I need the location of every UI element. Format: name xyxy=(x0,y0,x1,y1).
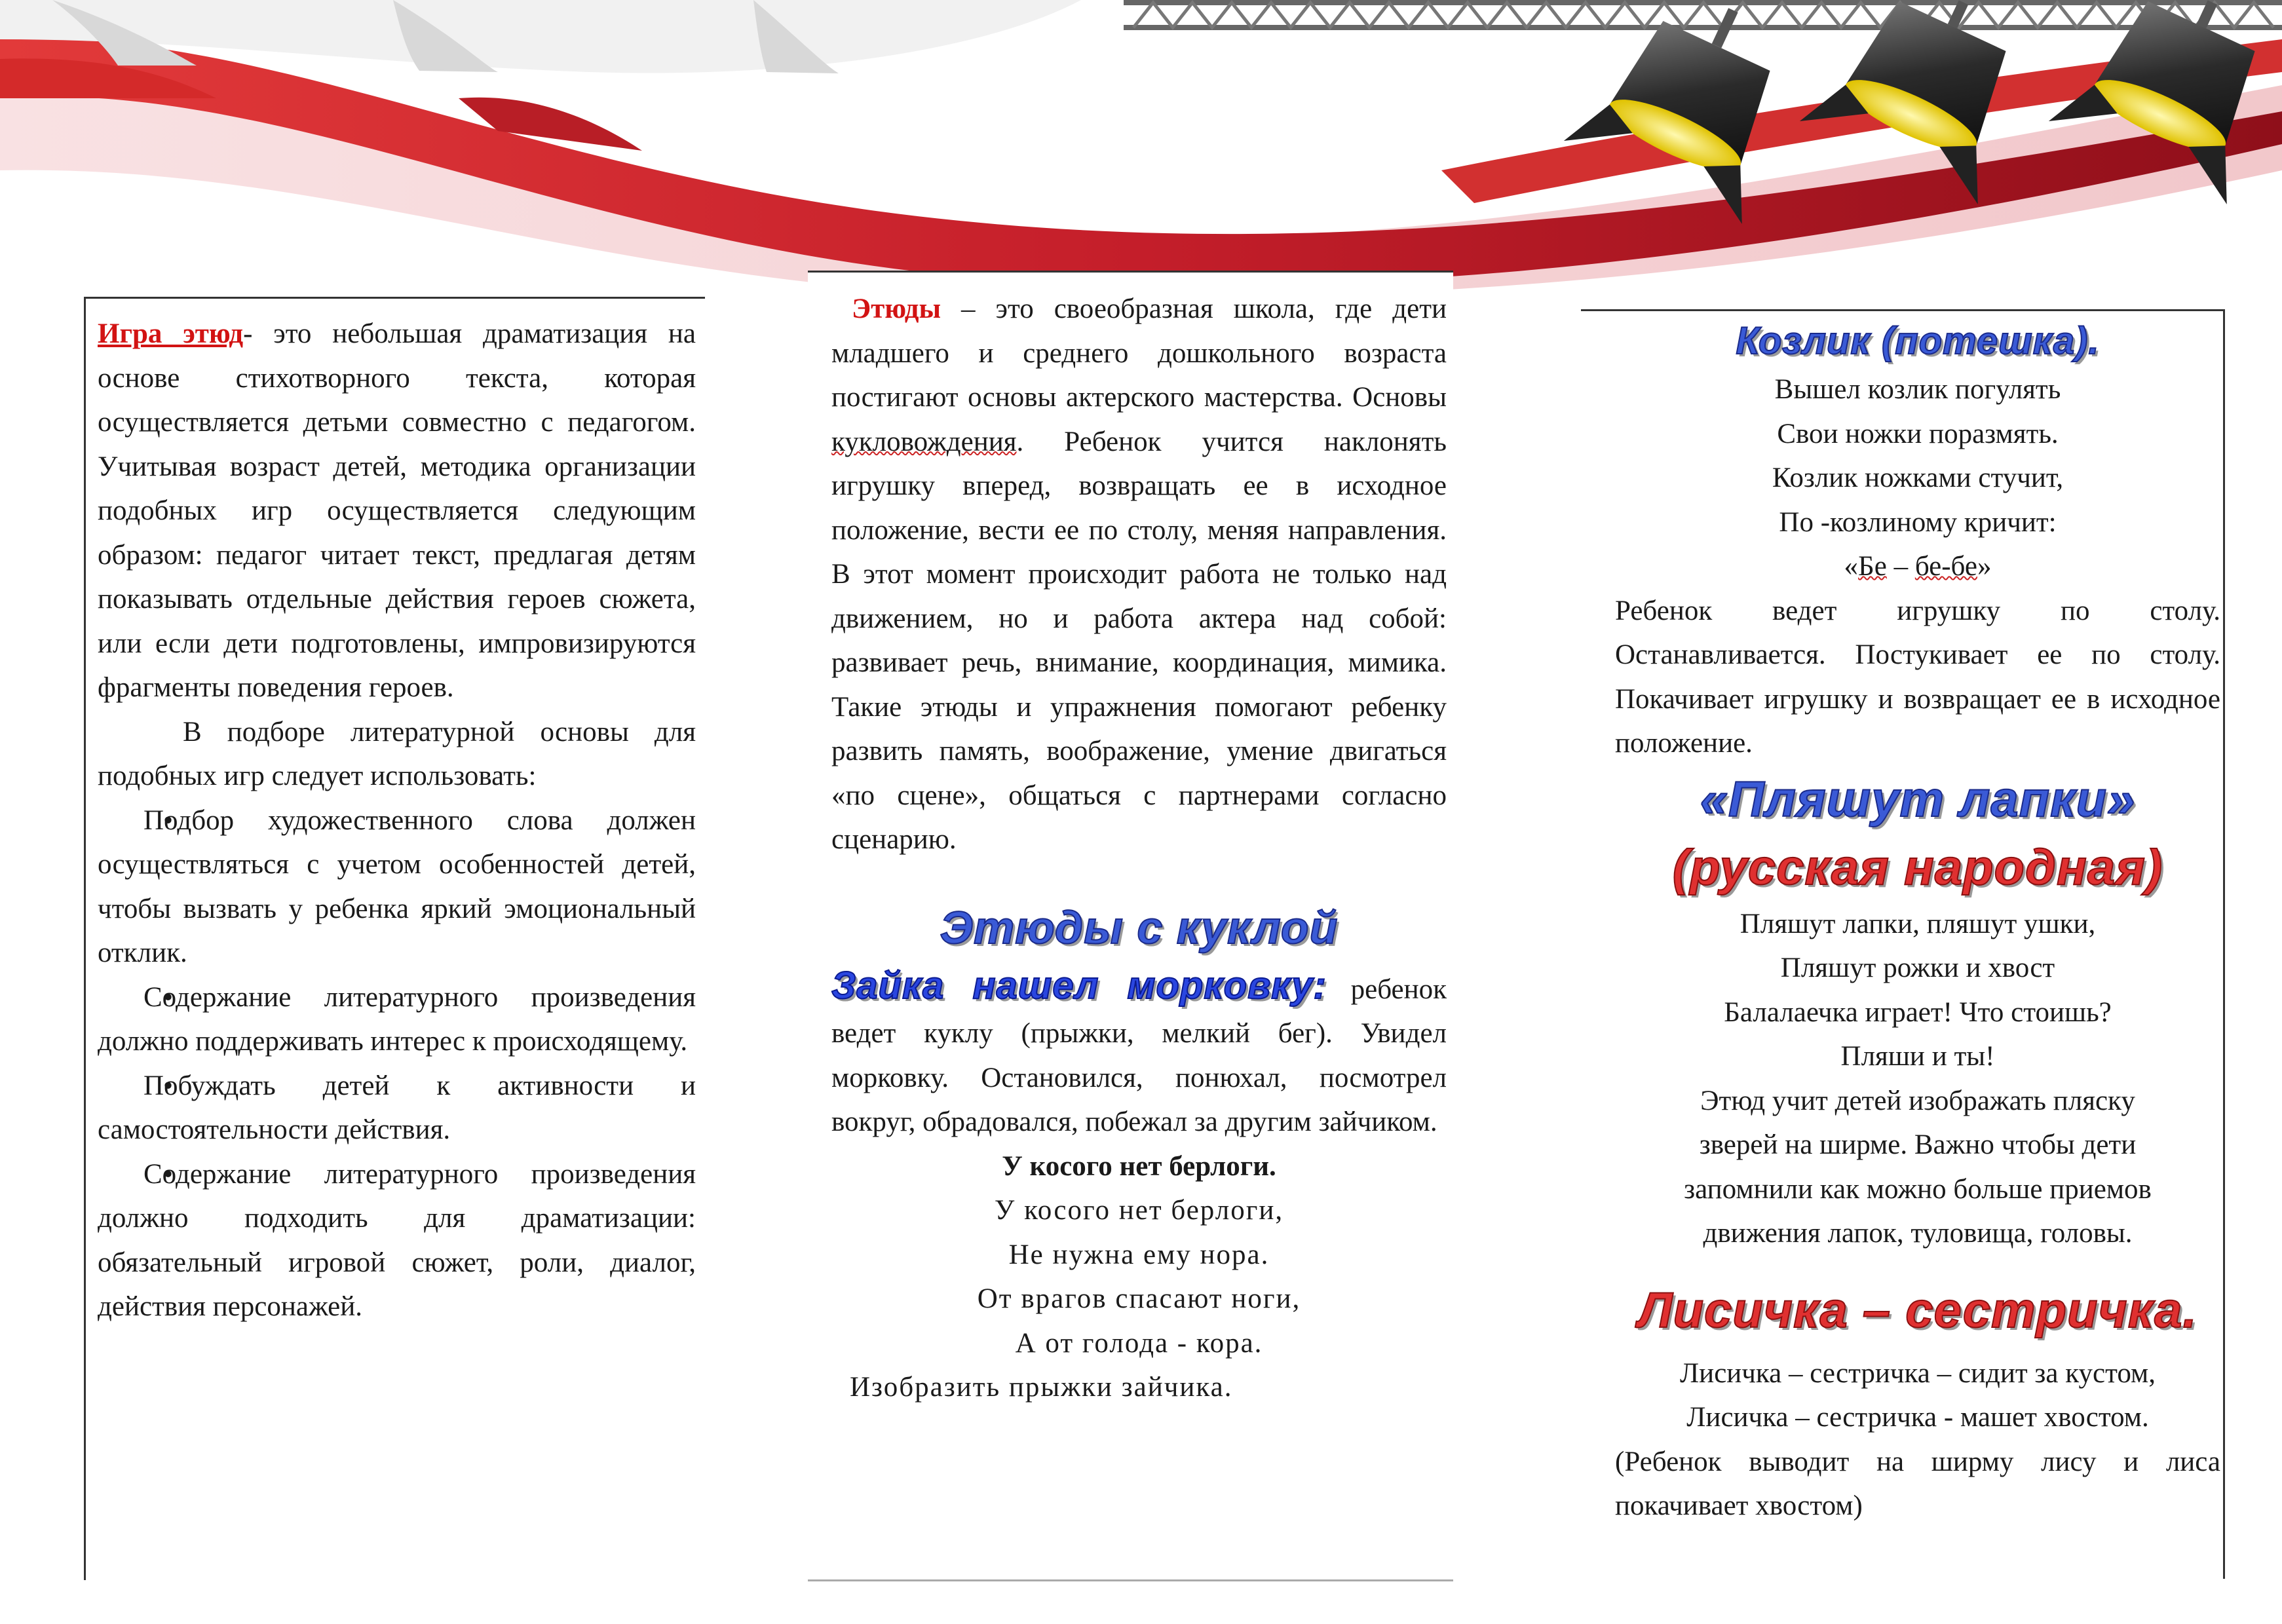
column-right xyxy=(1581,309,2225,1579)
heading-lisichka: Лисичка – сестричка. xyxy=(1638,1282,2197,1338)
etude-note-line: движения лапок, туловища, головы. xyxy=(1703,1218,2133,1249)
poem-line: Свои ножки поразмять. xyxy=(1777,418,2059,449)
intro-paragraph xyxy=(98,312,696,710)
poem-line: Лисичка – сестричка - машет хвостом. xyxy=(1686,1402,2149,1433)
etudes-paragraph: Этюды – это своеобразная школа, где дети младшего и среднего дошкольного возраста постигают основы актерского мастерства. Основы кукловождения. Ребенок учится наклонять игрушку вперед, возвращать ее в исходное положение, вести ее по столу, меняя направления. В этот момент происходит работа не только над движением, но и работа актера над собой: развивает речь, внимание, координация, мимика. Такие этюды и упражнения помогают ребенку развить память, воображение, умение двигаться «по сцене», общаться с партнерами согласно сценарию. xyxy=(831,293,1447,855)
poem-line: У косого нет берлоги, xyxy=(994,1195,1284,1226)
poem-line: От врагов спасают ноги, xyxy=(977,1283,1301,1314)
poem-line: Лисичка – сестричка – сидит за кустом, xyxy=(1680,1357,2156,1389)
poem-line: Вышел козлик погулять xyxy=(1774,374,2061,405)
column-left xyxy=(84,297,705,1580)
list-item: • Содержание литературного произведения должно поддерживать интерес к происходящему. xyxy=(98,975,696,1064)
kozlik-instructions: Ребенок ведет игрушку по столу. Останавливается. Постукивает ее по столу. Покачивает игрушку и возвращает ее в исходное положение. xyxy=(1615,595,2220,759)
poem-title: У косого нет берлоги. xyxy=(1002,1150,1276,1182)
heading-etudes-with-doll: Этюды с куклой xyxy=(940,901,1339,953)
poem-line: Пляши и ты! xyxy=(1840,1041,1995,1072)
definition-text: - это небольшая драматизация на основе стихотворного текста, которая осуществляется детьми совместно с педагогом. Учитывая возраст детей, методика организации подобных игр осуществляется следующим образом: педагог читает текст, предлагая детям показывать отдельные действия героев сюжета, или если дети подготовлены, импровизируются фрагменты поведения героев. xyxy=(98,318,696,703)
etude-note-line: Этюд учит детей изображать пляску xyxy=(1700,1085,2135,1116)
truss-lattice xyxy=(1133,3,2273,28)
poem-line: Пляшут лапки, пляшут ушки, xyxy=(1740,908,2096,939)
poem-line: «Бе – бе-бе» xyxy=(1844,551,1992,582)
poem-line: А от голода - кора. xyxy=(1015,1327,1263,1359)
list-item: • Содержание литературного произведения должно подходить для драматизации: обязательный игровой сюжет, роли, диалог, действия персонажей. xyxy=(98,1152,696,1329)
zayka-paragraph: Зайка нашел морковку: ребенок ведет куклу (прыжки, мелкий бег). Увидел морковку. Остановился, понюхал, посмотрел вокруг, обрадовался, побежал за другим зайчиком. xyxy=(831,964,1447,1137)
list-item: • Побуждать детей к активности и самостоятельности действия. xyxy=(98,1064,696,1152)
poem-line: Пляшут рожки и хвост xyxy=(1780,953,2055,983)
etude-note-line: зверей на ширме. Важно чтобы дети xyxy=(1699,1129,2137,1160)
column-middle xyxy=(808,271,1453,1581)
term-game-etude: Игра этюд xyxy=(98,318,244,349)
list-item: • Подбор художественного слова должен осуществляться с учетом особенностей детей, чтобы вызвать у ребенка яркий эмоциональный отклик. xyxy=(98,799,696,975)
subheading-zayka: Зайка нашел морковку: xyxy=(831,964,1327,1007)
criteria-list xyxy=(98,799,696,1329)
closing-line: Изобразить прыжки зайчика. xyxy=(850,1372,1233,1403)
poem-line: Козлик ножками стучит, xyxy=(1772,463,2064,493)
term-etudes: Этюды xyxy=(852,293,941,324)
poem-line: Балалаечка играет! Что стоишь? xyxy=(1724,996,2112,1028)
heading-russian-folk: (русская народная) xyxy=(1672,839,2163,896)
etude-note-line: запомнили как можно больше приемов xyxy=(1684,1173,2152,1205)
heading-kozlik: Козлик (потешка). xyxy=(1736,320,2100,362)
poem-line: По -козлиному кричит: xyxy=(1779,506,2057,538)
heading-plyashut-lapki: «Пляшут лапки» xyxy=(1700,771,2136,827)
lead-paragraph: В подборе литературной основы для подобных игр следует использовать: xyxy=(98,716,696,791)
poem-line: Не нужна ему нора. xyxy=(1008,1239,1270,1270)
lisichka-instructions: (Ребенок выводит на ширму лису и лиса покачивает хвостом) xyxy=(1615,1446,2220,1521)
